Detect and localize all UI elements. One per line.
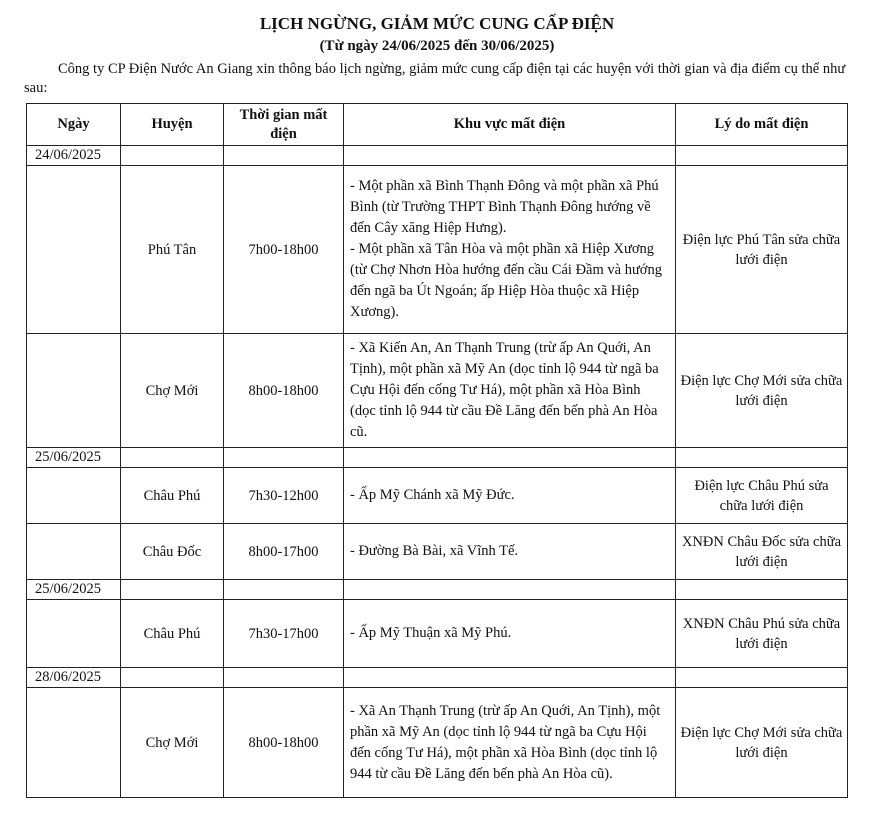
area-cell	[344, 334, 676, 448]
table-body	[27, 146, 848, 798]
document-subtitle: (Từ ngày 24/06/2025 đến 30/06/2025)	[319, 38, 555, 54]
empty-cell	[676, 668, 848, 688]
header-district: Huyện	[121, 104, 224, 146]
table-header-row	[27, 104, 848, 146]
date-row	[27, 448, 848, 468]
header-date: Ngày	[27, 104, 121, 146]
reason-cell: Điện lực Chợ Mới sửa chữa lưới điện	[676, 688, 848, 798]
area-cell	[344, 600, 676, 668]
empty-cell	[121, 668, 224, 688]
reason-cell: XNĐN Châu Phú sửa chữa lưới điện	[676, 600, 848, 668]
empty-cell	[224, 146, 344, 166]
empty-cell	[224, 448, 344, 468]
document-title: LỊCH NGỪNG, GIẢM MỨC CUNG CẤP ĐIỆN	[259, 14, 615, 33]
date-row	[27, 668, 848, 688]
empty-cell	[121, 448, 224, 468]
empty-cell	[224, 668, 344, 688]
table-row	[27, 688, 848, 798]
empty-date-cell	[27, 468, 121, 524]
date-row	[27, 146, 848, 166]
area-line: - Đường Bà Bài, xã Vĩnh Tế.	[350, 543, 519, 559]
empty-cell	[344, 668, 676, 688]
empty-cell	[121, 580, 224, 600]
area-line: - Xã Kiến An, An Thạnh Trung (trừ ấp An Quới, An Tịnh), một phần xã Mỹ An (dọc tỉnh lộ 944 từ ngã ba Cựu Hội đến cống Tư Há), một phần xã Hòa Bình (dọc tỉnh lộ 944 từ cầu Đề Lăng đến bến phà An Hòa cũ.	[350, 340, 659, 440]
intro-paragraph: Công ty CP Điện Nước An Giang xin thông báo lịch ngừng, giảm mức cung cấp điện tại các huyện với thời gian và địa điểm cụ thể như sau:	[24, 61, 846, 96]
empty-date-cell	[27, 600, 121, 668]
empty-date-cell	[27, 166, 121, 334]
district-cell: Châu Phú	[121, 468, 224, 524]
empty-cell	[344, 146, 676, 166]
empty-cell	[344, 580, 676, 600]
header-time: Thời gian mất điện	[224, 104, 344, 146]
time-cell: 8h00-18h00	[224, 688, 344, 798]
area-cell	[344, 524, 676, 580]
time-cell: 8h00-17h00	[224, 524, 344, 580]
table-row	[27, 524, 848, 580]
area-cell	[344, 468, 676, 524]
reason-cell: Điện lực Chợ Mới sửa chữa lưới điện	[676, 334, 848, 448]
district-cell: Phú Tân	[121, 166, 224, 334]
time-cell: 8h00-18h00	[224, 334, 344, 448]
empty-cell	[676, 448, 848, 468]
table-row	[27, 468, 848, 524]
date-row	[27, 580, 848, 600]
empty-cell	[121, 146, 224, 166]
reason-cell: XNĐN Châu Đốc sửa chữa lưới điện	[676, 524, 848, 580]
outage-schedule-table	[26, 103, 848, 798]
time-cell: 7h00-18h00	[224, 166, 344, 334]
area-line: - Ấp Mỹ Chánh xã Mỹ Đức.	[350, 487, 515, 503]
district-cell: Châu Phú	[121, 600, 224, 668]
reason-cell: Điện lực Phú Tân sửa chữa lưới điện	[676, 166, 848, 334]
area-cell	[344, 166, 676, 334]
reason-cell: Điện lực Châu Phú sửa chữa lưới điện	[676, 468, 848, 524]
time-cell: 7h30-17h00	[224, 600, 344, 668]
area-line: - Xã An Thạnh Trung (trừ ấp An Quới, An Tịnh), một phần xã Mỹ An (dọc tỉnh lộ 944 từ ngã ba Cựu Hội đến cống Tư Há), một phần xã Hòa Bình (dọc tỉnh lộ 944 từ cầu Đề Lăng đến bến phà An Hòa cũ).	[350, 702, 661, 782]
header-reason: Lý do mất điện	[676, 104, 848, 146]
table-row	[27, 166, 848, 334]
table-row	[27, 334, 848, 448]
table-row	[27, 600, 848, 668]
empty-cell	[344, 448, 676, 468]
empty-cell	[676, 146, 848, 166]
empty-date-cell	[27, 688, 121, 798]
date-cell: 28/06/2025	[27, 668, 121, 688]
area-line: - Một phần xã Bình Thạnh Đông và một phần xã Phú Bình (từ Trường THPT Bình Thạnh Đông hướng về đến Cây xăng Hiệp Hưng).	[350, 178, 659, 236]
date-cell: 25/06/2025	[27, 580, 121, 600]
area-cell	[344, 688, 676, 798]
header-area: Khu vực mất điện	[344, 104, 676, 146]
date-cell: 24/06/2025	[27, 146, 121, 166]
district-cell: Chợ Mới	[121, 688, 224, 798]
area-line: - Một phần xã Tân Hòa và một phần xã Hiệp Xương (từ Chợ Nhơn Hòa hướng đến cầu Cái Đầm và hướng đến ngã ba Út Ngoán; ấp Hiệp Hòa thuộc xã Hiệp Xương).	[350, 241, 662, 320]
empty-date-cell	[27, 524, 121, 580]
area-line: - Ấp Mỹ Thuận xã Mỹ Phú.	[350, 625, 512, 641]
empty-date-cell	[27, 334, 121, 448]
empty-cell	[224, 580, 344, 600]
date-cell: 25/06/2025	[27, 448, 121, 468]
time-cell: 7h30-12h00	[224, 468, 344, 524]
district-cell: Chợ Mới	[121, 334, 224, 448]
district-cell: Châu Đốc	[121, 524, 224, 580]
empty-cell	[676, 580, 848, 600]
